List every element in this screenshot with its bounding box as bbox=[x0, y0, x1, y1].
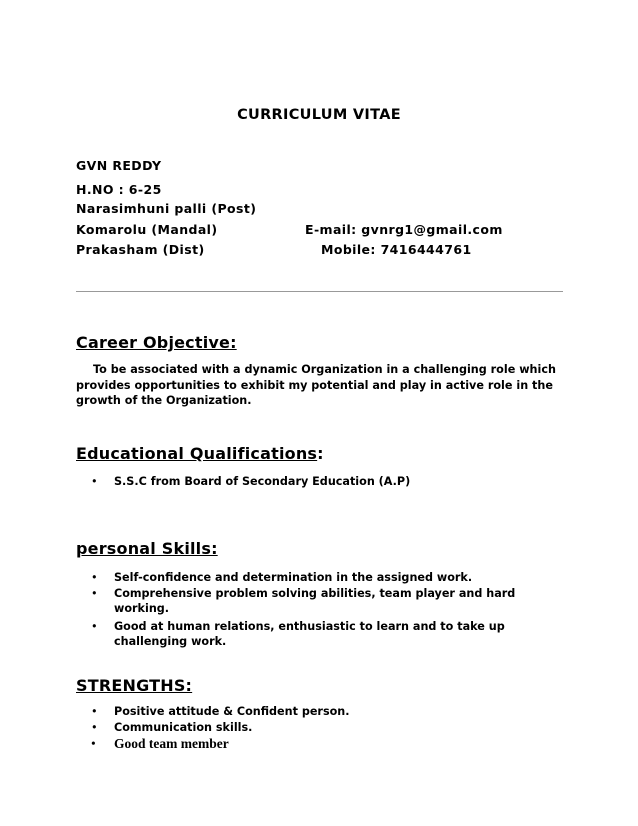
education-list bbox=[76, 474, 562, 490]
header-divider bbox=[76, 291, 563, 292]
list-item: • S.S.C from Board of Secondary Education (A.P) bbox=[76, 474, 562, 490]
contact-name: GVN REDDY bbox=[76, 158, 162, 173]
personal-skills-list bbox=[76, 570, 562, 650]
strengths-list bbox=[76, 704, 562, 752]
career-objective-text bbox=[76, 362, 556, 409]
contact-mobile: Mobile: 7416444761 bbox=[321, 242, 472, 257]
list-item: • Comprehensive problem solving abilities, team player and hard working. bbox=[76, 586, 562, 617]
contact-village: Narasimhuni palli (Post) bbox=[76, 201, 257, 216]
list-item: • Communication skills. bbox=[76, 720, 562, 736]
list-item: • Good team member bbox=[76, 735, 562, 752]
list-item: • Self-confidence and determination in the assigned work. bbox=[76, 570, 562, 586]
contact-email: E-mail: gvnrg1@gmail.com bbox=[305, 222, 503, 237]
education-heading-colon: : bbox=[317, 444, 324, 463]
career-objective-heading: Career Objective: bbox=[76, 333, 237, 352]
career-objective-body: To be associated with a dynamic Organization in a challenging role which provides opportunities to exhibit my potential and play in active role in the growth of the Organization. bbox=[76, 363, 556, 407]
contact-mandal: Komarolu (Mandal) bbox=[76, 222, 218, 237]
education-heading bbox=[76, 444, 324, 463]
personal-skills-heading: personal Skills: bbox=[76, 539, 218, 558]
education-heading-label: Educational Qualifications bbox=[76, 444, 318, 463]
contact-house-no: H.NO : 6-25 bbox=[76, 182, 162, 197]
strengths-heading: STRENGTHS: bbox=[76, 676, 193, 695]
list-item: • Good at human relations, enthusiastic to learn and to take up challenging work. bbox=[76, 619, 562, 650]
list-item: • Positive attitude & Confident person. bbox=[76, 704, 562, 720]
contact-district: Prakasham (Dist) bbox=[76, 242, 205, 257]
document-title: CURRICULUM VITAE bbox=[237, 107, 401, 123]
